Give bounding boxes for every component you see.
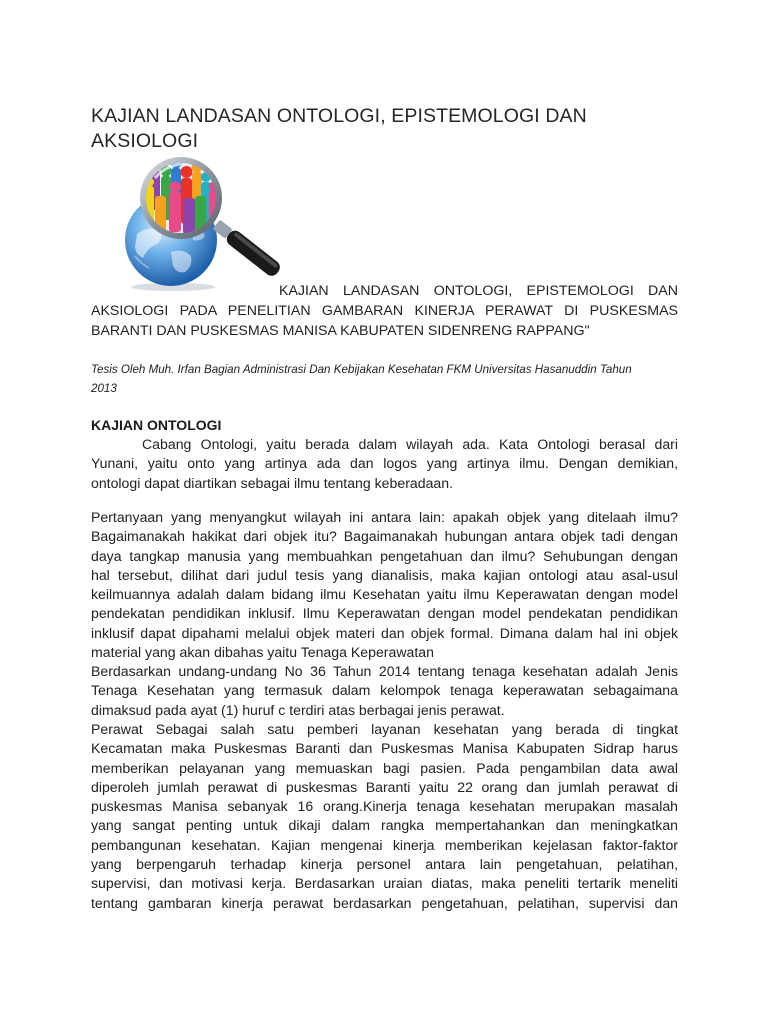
paragraph-4-line: supervisi, dan motivasi kerja. Berdasarkan uraian diatas, maka peneliti tertarik meneliti xyxy=(91,875,678,892)
paragraph-4-line: diperoleh jumlah perawat di puskesmas Baranti yaitu 22 orang dan jumlah perawat di xyxy=(91,778,678,795)
paragraph-2-line: Pertanyaan yang menyangkut wilayah ini antara lain: apakah objek yang ditelaah ilmu? xyxy=(91,509,678,525)
paragraph-2-line: inklusif dapat dipahami melalui objek materi dan objek formal. Dimana dalam hal ini objek xyxy=(91,624,678,641)
paragraph-3-line: Tenaga Kesehatan yang termasuk dalam kelompok tenaga keperawatan sebagaimana xyxy=(91,682,678,699)
author-line-2: 2013 xyxy=(91,382,117,395)
paragraph-4-line: Perawat Sebagai salah satu pemberi layanan kesehatan yang berada di tingkat xyxy=(91,721,678,737)
paragraph-2-line: keilmuannya adalah dalam bidang ilmu Kesehatan yaitu ilmu Keperawatan dengan model xyxy=(91,586,678,603)
paragraph-2-line: pendekatan pendidikan inklusif. Ilmu Keperawatan dengan model pendekatan pendidikan xyxy=(91,605,678,622)
document-title xyxy=(91,104,678,154)
paragraph-4-line: yang berpengaruh terhadap kinerja personel antara lain pengetahuan, pelatihan, xyxy=(91,856,678,873)
subtitle-line-3: BARANTI DAN PUSKESMAS MANISA KABUPATEN SIDENRENG RAPPANG" xyxy=(91,323,590,339)
document-page xyxy=(91,0,678,1024)
paragraph-4-line: tentang gambaran kinerja perawat berdasarkan pengetahuan, pelatihan, supervisi dan xyxy=(91,894,678,911)
document-title-line-2: AKSIOLOGI xyxy=(91,130,199,152)
paragraph-1-line: Cabang Ontologi, yaitu berada dalam wilayah ada. Kata Ontologi berasal dari xyxy=(142,436,678,452)
magnifier-globe-people-icon xyxy=(111,156,293,292)
paragraph-3-line: dimaksud pada ayat (1) huruf c terdiri atas berbagai jenis perawat. xyxy=(91,701,505,718)
magnifier-handle xyxy=(211,218,282,279)
paragraph-2-line: daya tangkap manusia yang membuahkan pengetahuan dan ilmu? Sehubungan dengan xyxy=(91,547,678,564)
paragraph-2-line: material yang akan dibahas yaitu Tenaga Keperawatan xyxy=(91,644,434,661)
paragraph-1-line: Yunani, yaitu onto yang artinya ada dan logos yang artinya ilmu. Dengan demikian, xyxy=(91,455,678,472)
paragraph-3-line: Berdasarkan undang-undang No 36 Tahun 2014 tentang tenaga kesehatan adalah Jenis xyxy=(91,663,678,679)
paragraph-4-line: puskesmas Manisa sebanyak 16 orang.Kinerja tenaga kesehatan merupakan masalah xyxy=(91,798,678,815)
document-subtitle xyxy=(91,281,678,341)
paragraph-1 xyxy=(91,435,678,493)
author-info xyxy=(91,360,678,398)
paragraph-2 xyxy=(91,508,678,662)
paragraph-2-line: hal tersebut, dilihat dari judul tesis yang dianalisis, maka kajian ontologi atau asal-usul xyxy=(91,566,678,583)
subtitle-line-1: KAJIAN LANDASAN ONTOLOGI, EPISTEMOLOGI DAN xyxy=(279,283,678,299)
paragraph-4-line: yang sangat penting untuk dikaji dalam rangka mempertahankan dan meningkatkan xyxy=(91,817,678,834)
document-title-line-1: KAJIAN LANDASAN ONTOLOGI, EPISTEMOLOGI DAN xyxy=(91,105,587,127)
paragraph-4-line: pembangunan kesehatan. Kajian mengenai kinerja memberikan kejelasan faktor-faktor xyxy=(91,836,678,853)
paragraph-3 xyxy=(91,662,678,720)
paragraph-4 xyxy=(91,720,678,913)
paragraph-4-line: Kecamatan maka Puskesmas Baranti dan Puskesmas Manisa Kabupaten Sidrap harus xyxy=(91,740,678,757)
paragraph-1-line: ontologi dapat diartikan sebagai ilmu tentang keberadaan. xyxy=(91,474,453,491)
section-heading: KAJIAN ONTOLOGI xyxy=(91,417,222,433)
paragraph-2-line: Bagaimanakah hakikat dari objek itu? Bagaimanakah hubungan antara objek tadi dengan xyxy=(91,528,678,545)
author-line-1: Tesis Oleh Muh. Irfan Bagian Administrasi Dan Kebijakan Kesehatan FKM Universitas Hasanuddin Tahun xyxy=(91,363,632,376)
subtitle-line-2: AKSIOLOGI PADA PENELITIAN GAMBARAN KINERJA PERAWAT DI PUSKESMAS xyxy=(91,303,678,319)
paragraph-4-line: memberikan pelayanan yang memuaskan bagi pasien. Pada pengambilan data awal xyxy=(91,759,678,776)
